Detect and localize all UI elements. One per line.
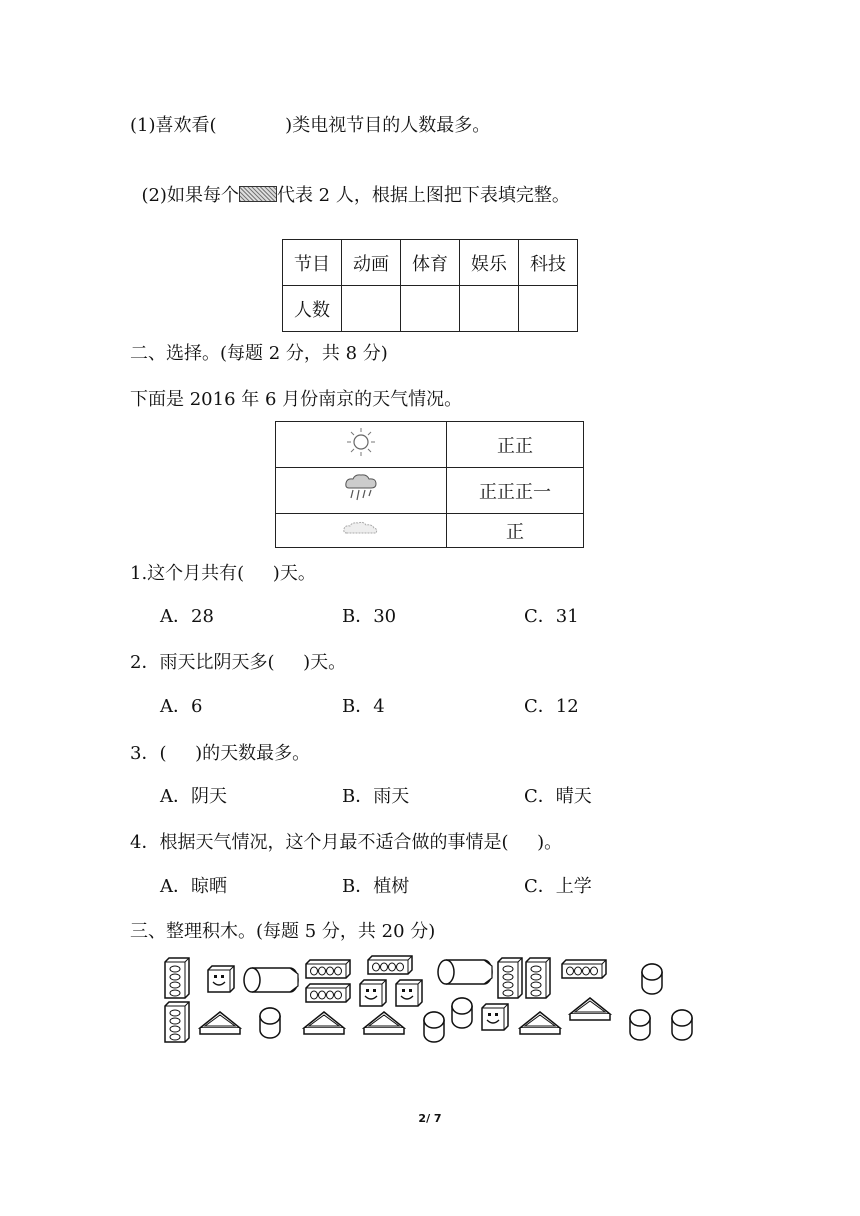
- row-label: 人数: [283, 286, 342, 332]
- weather-table: [275, 421, 584, 548]
- choice-question-3: 3．( )的天数最多。: [130, 743, 311, 764]
- question-2-suffix: 代表 2 人，根据上图把下表填完整。: [276, 185, 570, 206]
- table-header: 娱乐: [460, 240, 519, 286]
- table-header: 体育: [401, 240, 460, 286]
- question-1: (1)喜欢看( )类电视节目的人数最多。: [130, 115, 491, 136]
- option-a[interactable]: A．阴天: [160, 786, 227, 807]
- option-c[interactable]: C．31: [524, 606, 579, 627]
- option-b[interactable]: B．4: [342, 696, 385, 717]
- page-number: 2/ 7: [418, 1112, 442, 1125]
- building-blocks-illustration: [160, 952, 700, 1044]
- tally-cell: 正正正一: [447, 468, 584, 514]
- option-c[interactable]: C．12: [524, 696, 579, 717]
- weather-icon-cell: [276, 422, 447, 468]
- option-c[interactable]: C．晴天: [524, 786, 592, 807]
- option-a[interactable]: A．6: [160, 696, 203, 717]
- question-2-prefix: (2)如果每个: [141, 185, 239, 206]
- section-2-title: 二、选择。(每题 2 分，共 8 分): [130, 343, 388, 364]
- blank-cell[interactable]: [460, 286, 519, 332]
- weather-intro: 下面是 2016 年 6 月份南京的天气情况。: [130, 389, 463, 410]
- option-a[interactable]: A．晾晒: [160, 876, 227, 897]
- choice-question-1: 1.这个月共有( )天。: [130, 563, 316, 584]
- option-c[interactable]: C．上学: [524, 876, 592, 897]
- weather-icon-cell: [276, 468, 447, 514]
- option-b[interactable]: B．30: [342, 606, 397, 627]
- hatched-square-icon: [239, 186, 277, 202]
- sun-icon: [343, 427, 379, 457]
- blank-cell[interactable]: [401, 286, 460, 332]
- cloud-icon: [341, 518, 381, 538]
- table-header: 科技: [519, 240, 578, 286]
- tally-cell: 正正: [447, 422, 584, 468]
- blank-cell[interactable]: [342, 286, 401, 332]
- option-b[interactable]: B．雨天: [342, 786, 410, 807]
- choice-question-4: 4．根据天气情况，这个月最不适合做的事情是( )。: [130, 832, 563, 853]
- tally-cell: 正: [447, 514, 584, 548]
- table-header: 节目: [283, 240, 342, 286]
- rain-cloud-icon: [341, 472, 381, 504]
- weather-icon-cell: [276, 514, 447, 548]
- option-b[interactable]: B．植树: [342, 876, 410, 897]
- question-2: [130, 160, 570, 208]
- tv-program-table: [282, 239, 578, 332]
- blank-cell[interactable]: [519, 286, 578, 332]
- table-header: 动画: [342, 240, 401, 286]
- option-a[interactable]: A．28: [160, 606, 214, 627]
- choice-question-2: 2．雨天比阴天多( )天。: [130, 652, 347, 673]
- section-3-title: 三、整理积木。(每题 5 分，共 20 分): [130, 921, 436, 942]
